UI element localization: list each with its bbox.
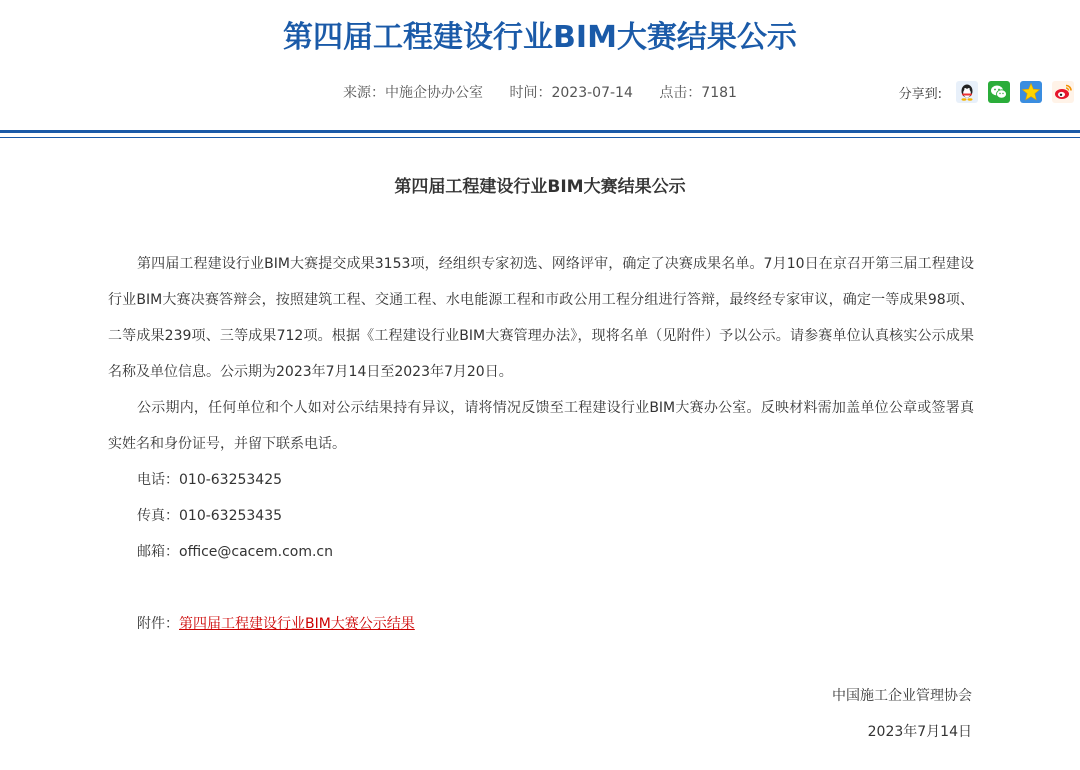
- meta-clicks: 点击：7181: [659, 85, 737, 101]
- contact-fax: 传真：010-63253435: [137, 508, 283, 524]
- header-divider-thick: [0, 130, 1080, 133]
- wechat-icon[interactable]: [988, 81, 1010, 103]
- qzone-star-icon[interactable]: [1020, 81, 1042, 103]
- attachment-label: 附件：: [137, 616, 179, 632]
- share-bar: [899, 79, 1074, 105]
- paragraph-2: 公示期内，任何单位和个人如对公示结果持有异议，请将情况反馈至工程建设行业BIM大赛办公室。反映材料需加盖单位公章或签署真实姓名和身份证号，并留下联系电话。: [108, 400, 974, 452]
- spacer: [108, 570, 974, 606]
- signature-date: 2023年7月14日: [867, 724, 972, 740]
- signature-block: [832, 678, 972, 750]
- attachment-line: [108, 606, 974, 642]
- article-body: [108, 246, 974, 642]
- meta-time: 时间：2023-07-14: [509, 85, 633, 101]
- page-title: 第四届工程建设行业BIM大赛结果公示: [283, 20, 797, 55]
- share-label: 分享到:: [898, 86, 942, 102]
- paragraph-1: 第四届工程建设行业BIM大赛提交成果3153项，经组织专家初选、网络评审，确定了决赛成果名单。7月10日在京召开第三届工程建设行业BIM大赛决赛答辩会，按照建筑工程、交通工程、水电能源工程和市政公用工程分组进行答辩，最终经专家审议，确定一等成果98项、二等成果239项、三等成果712项。根据《工程建设行业BIM大赛管理办法》，现将名单（见附件）予以公示。请参赛单位认真核实公示成果名称及单位信息。公示期为2023年7月14日至2023年7月20日。: [108, 256, 974, 380]
- article-title: 第四届工程建设行业BIM大赛结果公示: [394, 177, 686, 197]
- contact-email: 邮箱：office@cacem.com.cn: [137, 544, 334, 560]
- contact-phone: 电话：010-63253425: [137, 472, 283, 488]
- header-divider-thin: [0, 137, 1080, 138]
- signature-org: 中国施工企业管理协会: [832, 688, 972, 704]
- weibo-icon[interactable]: [1052, 81, 1074, 103]
- meta-source: 来源：中施企协办公室: [343, 85, 484, 101]
- qq-icon[interactable]: [956, 81, 978, 103]
- attachment-link[interactable]: 第四届工程建设行业BIM大赛公示结果: [179, 616, 415, 632]
